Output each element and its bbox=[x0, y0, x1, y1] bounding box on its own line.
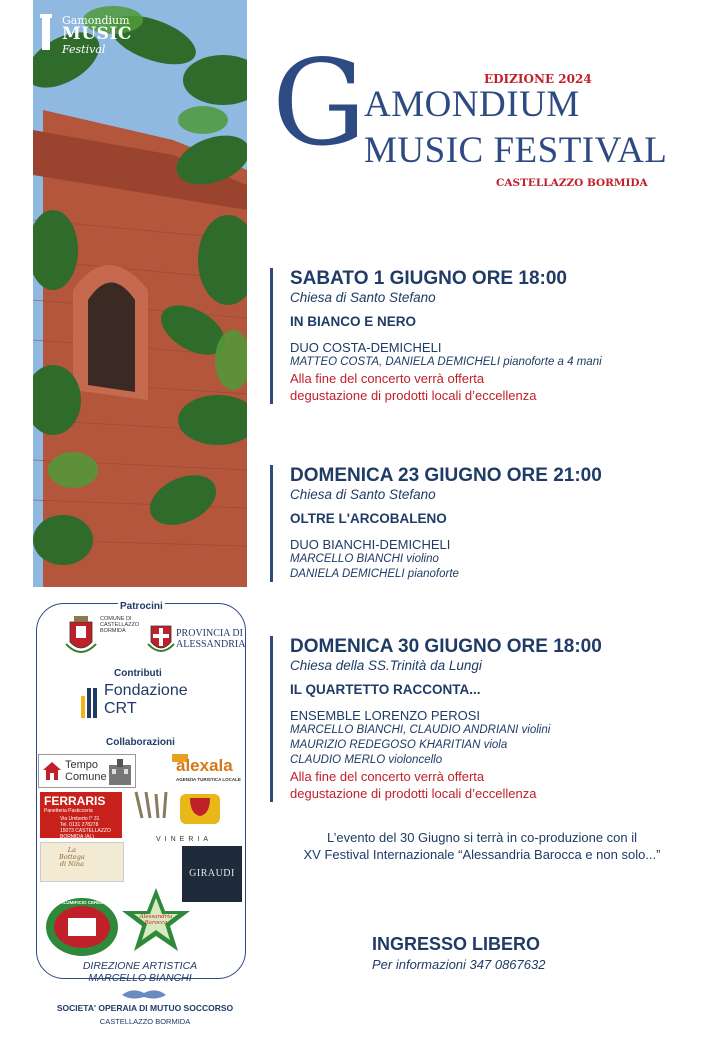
soms-name: SOCIETA' OPERAIA DI MUTUO SOCCORSO bbox=[56, 1003, 234, 1013]
provincia-text bbox=[176, 628, 246, 650]
alessandria-barocca-logo bbox=[120, 886, 192, 954]
comune-crest-icon bbox=[62, 614, 100, 662]
concert-performers: CLAUDIO MERLO violoncello bbox=[290, 754, 443, 766]
title-line-2: MUSIC FESTIVAL bbox=[364, 130, 668, 171]
title-initial: G bbox=[272, 34, 367, 172]
logo-line-1: Gamondium bbox=[62, 14, 130, 27]
ferraris-addr-2: Tel. 0131 278278 bbox=[60, 822, 99, 828]
tempo-line-2: Comune bbox=[65, 771, 107, 783]
concert-title: IN BIANCO E NERO bbox=[290, 314, 417, 329]
salumificio-badge-icon bbox=[44, 896, 120, 958]
provincia-line-1: PROVINCIA DI bbox=[176, 628, 243, 639]
ferraris-name: FERRARIS bbox=[44, 794, 106, 808]
concert-date: DOMENICA 30 GIUGNO ORE 18:00 bbox=[290, 636, 602, 657]
festival-logo-small bbox=[40, 12, 160, 56]
concert-performers: MARCELLO BIANCHI, CLAUDIO ANDRIANI violini bbox=[290, 724, 551, 736]
concert-venue: Chiesa di Santo Stefano bbox=[290, 290, 436, 305]
concert-date: DOMENICA 23 GIUGNO ORE 21:00 bbox=[290, 465, 602, 486]
handshake-logo bbox=[120, 985, 168, 1003]
bottega-line-1: La bbox=[67, 846, 76, 854]
concert-date: SABATO 1 GIUGNO ORE 18:00 bbox=[290, 268, 567, 289]
giraudi-name: GIRAUDI bbox=[189, 868, 235, 879]
edition-label: EDIZIONE 2024 bbox=[484, 72, 592, 86]
concert-note: degustazione di prodotti locali d’eccellenza bbox=[290, 786, 537, 801]
bottega-logo bbox=[40, 842, 124, 882]
concert-3 bbox=[270, 636, 710, 802]
building-icon bbox=[105, 757, 135, 787]
comune-crest bbox=[62, 614, 100, 662]
direzione-line-2: MARCELLO BIANCHI bbox=[88, 972, 192, 984]
handshake-icon bbox=[120, 985, 168, 1003]
contributi-heading: Contributi bbox=[114, 668, 162, 679]
crt-bars-icon bbox=[80, 684, 100, 718]
coproduction-line-1: L’evento del 30 Giugno si terrà in co-produzione con il bbox=[326, 830, 638, 845]
clothespin-icon bbox=[132, 790, 172, 820]
salumificio-logo bbox=[44, 896, 120, 958]
concert-ensemble: ENSEMBLE LORENZO PEROSI bbox=[290, 708, 480, 723]
comune-text bbox=[100, 616, 140, 634]
concert-note: Alla fine del concerto verrà offerta bbox=[290, 371, 485, 386]
alexala-logo bbox=[172, 754, 242, 788]
tempo-comune-logo bbox=[38, 754, 136, 788]
info-phone: Per informazioni 347 0867632 bbox=[372, 957, 546, 972]
concert-venue: Chiesa di Santo Stefano bbox=[290, 487, 436, 502]
concert-venue: Chiesa della SS.Trinità da Lungi bbox=[290, 658, 482, 673]
alexala-sub: AGENZIA TURISTICA LOCALE bbox=[176, 777, 241, 782]
ferraris-addr-1: Via Umberto I° 31 bbox=[60, 816, 100, 822]
concert-title: IL QUARTETTO RACCONTA... bbox=[290, 682, 481, 697]
provincia-line-2: ALESSANDRIA bbox=[176, 639, 246, 650]
comune-line-3: BORMIDA bbox=[100, 628, 126, 634]
alessandria-barocca-name: Alessandria Barocca bbox=[139, 914, 173, 926]
fondazione-line-1: Fondazione bbox=[104, 682, 188, 699]
fondazione-crt-logo bbox=[80, 684, 100, 718]
concert-performers: DANIELA DEMICHELI pianoforte bbox=[290, 568, 459, 580]
free-entrance: INGRESSO LIBERO bbox=[372, 934, 541, 954]
concert-performers: MARCELLO BIANCHI violino bbox=[290, 553, 439, 565]
concert-ensemble: DUO COSTA-DEMICHELI bbox=[290, 340, 442, 355]
concert-note: Alla fine del concerto verrà offerta bbox=[290, 769, 485, 784]
title-line-1: AMONDIUM bbox=[364, 84, 580, 125]
alexala-name: alexala bbox=[176, 756, 233, 775]
concert-ensemble: DUO BIANCHI-DEMICHELI bbox=[290, 537, 451, 552]
artistic-direction bbox=[60, 960, 220, 984]
ferraris-sub: Panetteria Pasticceria bbox=[44, 808, 93, 814]
concert-note: degustazione di prodotti locali d’eccellenza bbox=[290, 388, 537, 403]
logo-line-3: Festival bbox=[62, 43, 106, 56]
mezzo-logo bbox=[176, 790, 224, 830]
bell-tower-photo bbox=[33, 0, 247, 587]
comune-line-1: COMUNE DI bbox=[100, 616, 132, 622]
concert-performers: MATTEO COSTA, DANIELA DEMICHELI pianoforte a 4 mani bbox=[290, 356, 602, 368]
provincia-crest-icon bbox=[146, 620, 176, 658]
comune-line-2: CASTELLAZZO bbox=[100, 622, 140, 628]
vineria-label: VINERIA bbox=[156, 836, 213, 843]
bottega-line-2: Bottega bbox=[59, 853, 85, 861]
clothespin-graphic bbox=[132, 790, 172, 820]
soms-city: CASTELLAZZO BORMIDA bbox=[99, 1017, 191, 1026]
bottega-line-3: di Nina bbox=[59, 860, 84, 868]
logo-line-2: MUSIC bbox=[62, 24, 132, 44]
patrocini-heading: Patrocini bbox=[120, 601, 163, 612]
logo-column-icon bbox=[40, 12, 52, 52]
house-icon bbox=[42, 761, 62, 781]
coproduction-line-2: XV Festival Internazionale “Alessandria Barocca e non solo...” bbox=[303, 847, 661, 862]
fondazione-line-2: CRT bbox=[104, 700, 137, 717]
concert-1 bbox=[270, 268, 710, 404]
ferraris-logo bbox=[40, 792, 122, 838]
ferraris-addr-3: 15073 CASTELLAZZO BORMIDA (AL) bbox=[60, 828, 111, 838]
concert-performers: MAURIZIO REDEGOSO KHARITIAN viola bbox=[290, 739, 508, 751]
collaborazioni-heading: Collaborazioni bbox=[106, 737, 175, 748]
fondazione-crt-text bbox=[104, 682, 214, 718]
concert-title: OLTRE L'ARCOBALENO bbox=[290, 511, 447, 526]
provincia-crest bbox=[146, 620, 176, 658]
direzione-line-1: DIREZIONE ARTISTICA bbox=[82, 960, 198, 972]
mezzo-glass-icon bbox=[176, 790, 224, 830]
coproduction-note bbox=[262, 829, 702, 863]
city-label: CASTELLAZZO BORMIDA bbox=[496, 177, 648, 189]
tempo-line-1: Tempo bbox=[65, 759, 99, 771]
salumificio-name: SALUMIFICIO CEREDA bbox=[57, 900, 107, 905]
concert-2 bbox=[270, 465, 710, 582]
